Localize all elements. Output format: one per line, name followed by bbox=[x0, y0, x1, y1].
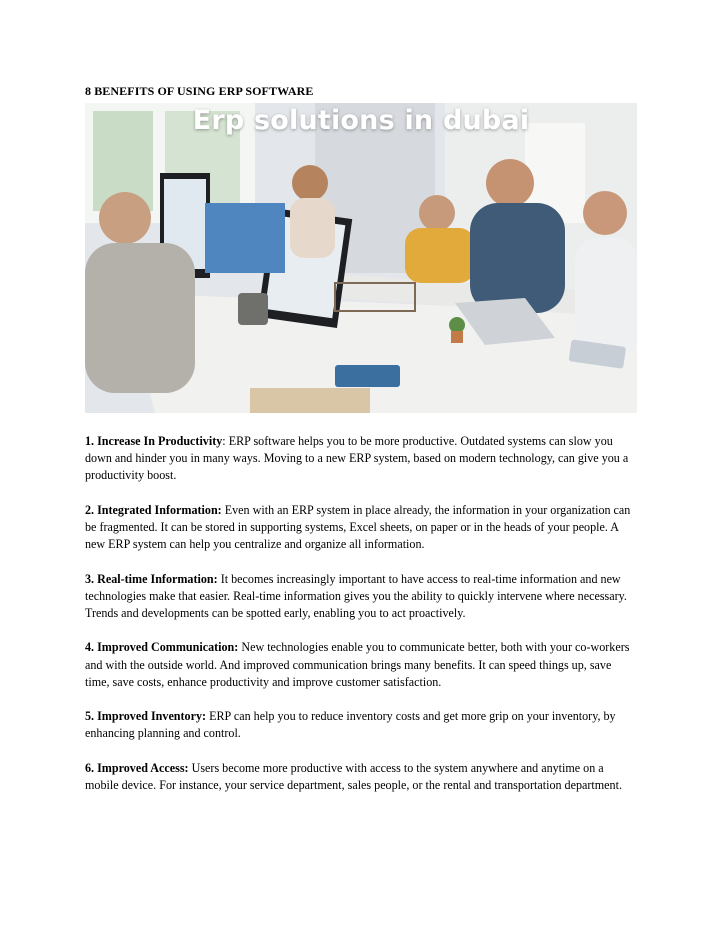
office-photo-icon bbox=[85, 103, 637, 413]
benefit-separator: : bbox=[222, 434, 229, 448]
benefit-item-6 bbox=[85, 760, 637, 794]
benefit-heading: 1. Increase In Productivity bbox=[85, 434, 223, 448]
benefit-text: New technologies enable you to communicate better, both with your co-workers and with the outside world. And improved communication brings many benefits. It can speed things up, save time, save costs, enhance productivity and improve customer satisfaction. bbox=[85, 640, 630, 689]
benefit-text: Users become more productive with access to the system anywhere and anytime on a mobile device. For instance, your service department, sales people, or the rental and transportation department. bbox=[85, 760, 622, 792]
benefit-item-4 bbox=[85, 639, 637, 691]
hero-image bbox=[85, 103, 637, 413]
page-title: 8 BENEFITS OF USING ERP SOFTWARE bbox=[85, 84, 314, 98]
benefits-list bbox=[85, 433, 637, 811]
benefit-heading: 3. Real-time Information: bbox=[85, 571, 218, 586]
benefit-item-3 bbox=[85, 571, 637, 623]
benefit-text: Even with an ERP system in place already, the information in your organization can be fragmented. It can be stored in supporting systems, Excel sheets, on paper or in the heads of your people. A new ERP system can help you centralize and organize all information. bbox=[85, 502, 631, 552]
hero-caption: Erp solutions in dubai bbox=[192, 105, 530, 136]
benefit-text: It becomes increasingly important to have access to real-time information and new technologies make that easier. Real-time information gives you the ability to quickly intervene where necessary. Trends and developments can be spotted early, enabling you to act proactively. bbox=[85, 571, 627, 620]
benefit-heading: 6. Improved Access: bbox=[85, 760, 189, 775]
benefit-heading: 5. Improved Inventory: bbox=[85, 709, 207, 724]
benefit-item-1 bbox=[85, 433, 637, 485]
benefit-heading: 4. Improved Communication: bbox=[85, 640, 239, 655]
benefit-text: ERP software helps you to be more productive. Outdated systems can slow you down and hinder you in many ways. Moving to a new ERP system, based on modern technology, can give you a productivity boost. bbox=[85, 434, 629, 483]
benefit-item-2 bbox=[85, 502, 637, 554]
benefit-item-5 bbox=[85, 708, 637, 742]
benefit-text: ERP can help you to reduce inventory costs and get more grip on your inventory, by enhancing planning and control. bbox=[85, 709, 616, 741]
benefit-heading: 2. Integrated Information: bbox=[85, 502, 222, 517]
